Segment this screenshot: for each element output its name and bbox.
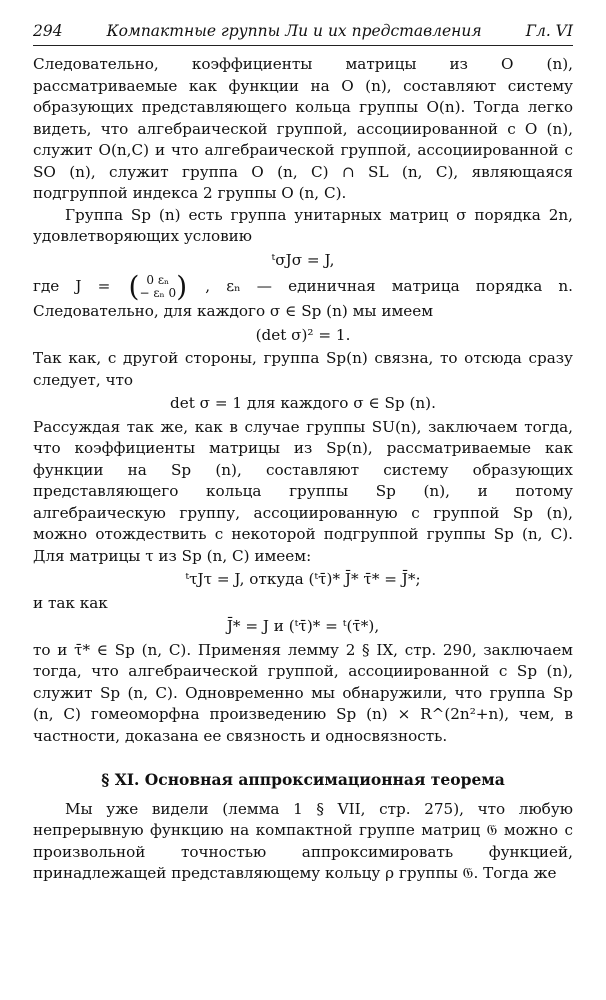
paragraph-connected: Так как, с другой стороны, группа Sp(n) связна, то отсюда сразу следует, что [33, 349, 573, 389]
formula-j-star: J̄* = J и (ᵗτ̄)* = ᵗ(τ̄*), [226, 617, 380, 635]
paragraph-approximation: Мы уже видели (лемма 1 § VII, стр. 275), что любую непрерывную функцию на компактной группе матриц 𝔊 можно с произвольной точностью аппроксимировать функцией, принадлежащей представляющему кольцу ρ группы 𝔊. Тогда же [33, 799, 573, 882]
formula-det-one: det σ = 1 для каждого σ ∈ Sp (n). [170, 394, 436, 412]
left-paren: ( [128, 270, 140, 303]
paragraph-orthogonal: Следовательно, коэффициенты матрицы из O (n), рассматриваемые как функции на O (n), составляют систему образующих представляющего кольца группы O(n). Тогда легко видеть, что алгебраической группой, ассоциированной с O (n), служит O(n,C) и что алгебраической группой, ассоциированной с SO (n), служит группа O (n, C) ∩ SL (n, C), являющаяся подгруппой индекса 2 группы O (n, C). [33, 55, 573, 202]
chapter-label: Гл. VI [525, 22, 573, 40]
formula-tau: ᵗτJτ = J, откуда (ᵗτ̄)* J̄* τ̄* = J̄*; [185, 570, 421, 588]
paragraph-symplectic-definition: Группа Sp (n) есть группа унитарных матриц σ порядка 2n, удовлетворяющих условию [33, 205, 573, 245]
section-heading: § XI. Основная аппроксимационная теорема [101, 770, 505, 789]
formula-det-squared: (det σ)² = 1. [255, 325, 351, 344]
book-page [33, 22, 573, 885]
running-title: Компактные группы Ли и их представления [106, 22, 482, 40]
formula-symplectic-condition: ᵗσJσ = J, [271, 250, 335, 269]
paragraph-homeomorphic: то и τ̄* ∈ Sp (n, C). Применяя лемму 2 § IX, стр. 290, заключаем тогда, что алгебраической группой, ассоциированной с Sp (n), служит Sp (n, C). Одновременно мы обнаружили, что группа Sp (n, C) гомеоморфна произведению Sp (n) × R^(2n²+n), чем, в частности, доказана ее связность и односвязность. [33, 640, 573, 745]
matrix-j [128, 270, 188, 303]
matrix-j-prefix: где J = [33, 277, 111, 295]
page-number: 294 [33, 22, 63, 40]
matrix-row-2: − εₙ 0 [139, 286, 177, 300]
page-body [33, 54, 573, 885]
paragraph-and-since: и так как [33, 593, 108, 612]
right-paren: ) [176, 270, 188, 303]
running-header [33, 22, 573, 46]
matrix-j-suffix: , εₙ — единичная матрица порядка n. Следовательно, для каждого σ ∈ Sp (n) мы имеем [33, 277, 574, 320]
matrix-row-1: 0 εₙ [146, 273, 170, 287]
paragraph-su-analogy: Рассуждая так же, как в случае группы SU(n), заключаем тогда, что коэффициенты матрицы из Sp(n), рассматриваемые как функции на Sp (n), составляют систему образующих представляющего кольца группы Sp (n), и потому алгебраическую группу, ассоциированную с группой Sp (n), можно отождествить с некоторой подгруппой группы Sp (n, C). Для матрицы τ из Sp (n, C) имеем: [33, 417, 573, 565]
paragraph-matrix-j [33, 270, 574, 323]
